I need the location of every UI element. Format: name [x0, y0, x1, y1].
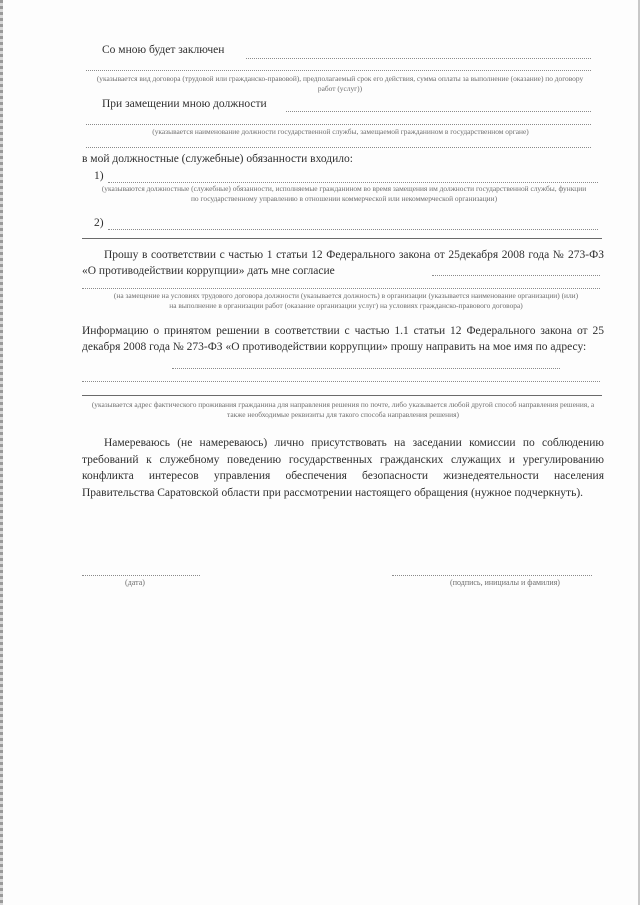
name-caption: (подпись, инициалы и фамилия): [450, 578, 560, 587]
duty-item-1-field[interactable]: [108, 182, 598, 183]
duty-item-1-number: 1): [94, 170, 104, 182]
name-signature-line[interactable]: [392, 575, 592, 576]
duties-note: (указываются должностные (служебные) обязанности, исполняемые гражданином во время замещения им должности государственной службы, функции по государственному управлению в отношении коммерческой или некоммерческой организации): [101, 184, 587, 203]
duty-item-2-number: 2): [94, 217, 104, 229]
address-fill-line[interactable]: [172, 368, 560, 369]
request-note: (на замещение на условиях трудового договора должности (указывается должность) в организации (указывается наименование организации) (или) на выполнение в организации работ (оказание организации услуг) на условиях гражданско-правового договора): [113, 291, 579, 310]
position-fill-line[interactable]: [286, 111, 591, 112]
position-fill-line-2[interactable]: [86, 124, 591, 125]
contract-fill-line[interactable]: [246, 58, 591, 59]
address-fill-line-3[interactable]: [82, 395, 602, 396]
section-divider: [82, 238, 602, 239]
position-line-label: При замещении мною должности: [102, 98, 267, 110]
info-paragraph: Информацию о принятом решении в соответствии с частью 1.1 статьи 12 Федерального закона от 25 декабря 2008 года № 273-ФЗ «О противодействии коррупции» прошу направить на мое имя по адресу:: [82, 325, 604, 353]
request-paragraph: Прошу в соответствии с частью 1 статьи 12 Федерального закона от 25декабря 2008 года № 273-ФЗ «О противодействии коррупции» дать мне согласие: [82, 249, 604, 277]
contract-line-label: Со мною будет заключен: [102, 44, 225, 56]
request-fill-line[interactable]: [432, 275, 600, 276]
address-fill-line-2[interactable]: [82, 381, 600, 382]
contract-fill-line-2[interactable]: [86, 70, 591, 71]
position-note: (указывается наименование должности государственной службы, замещаемой гражданином в государственном органе): [152, 127, 529, 136]
request-fill-line-2[interactable]: [82, 288, 600, 289]
position-fill-line-3[interactable]: [86, 147, 591, 148]
scan-edge-left: [0, 0, 3, 905]
duties-intro: в мой должностные (служебные) обязанности входило:: [82, 153, 353, 165]
date-signature-line[interactable]: [82, 575, 200, 576]
date-caption: (дата): [125, 578, 145, 587]
intent-paragraph: Намереваюсь (не намереваюсь) лично присутствовать на заседании комиссии по соблюдению требований к служебному поведению государственных гражданских служащих и урегулированию конфликта интересов управления обеспечения безопасности жизнедеятельности населения Правительства Саратовской области при рассмотрении настоящего обращения (нужное подчеркнуть).: [82, 437, 604, 499]
contract-note: (указывается вид договора (трудовой или гражданско-правовой), предполагаемый срок его действия, сумма оплаты за выполнение (оказание) по договору работ (услуг)): [96, 74, 584, 93]
duty-item-2-field[interactable]: [108, 229, 598, 230]
address-note: (указывается адрес фактического проживания гражданина для направления решения по почте, либо указывается любой другой способ направления решения, а также необходимые реквизиты для такого способа направления решения): [91, 400, 595, 419]
